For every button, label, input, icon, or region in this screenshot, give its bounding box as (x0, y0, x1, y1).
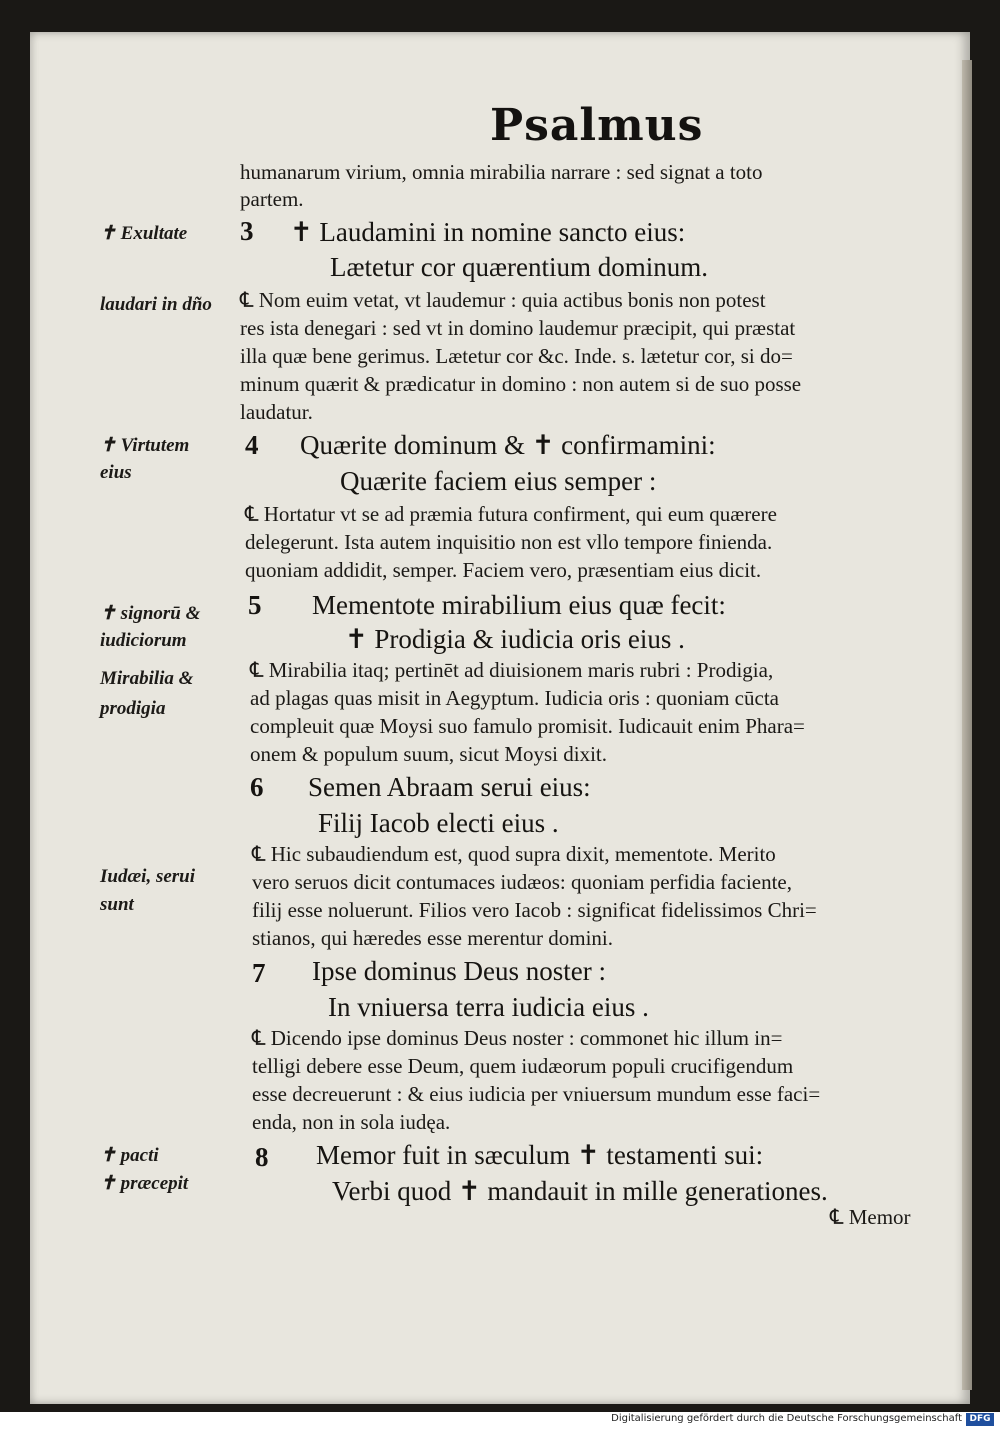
margin-note: laudari in dño (100, 294, 212, 315)
commentary-line: vero seruos dicit contumaces iudæos: quoniam perfidia faciente, (252, 870, 793, 894)
verse-line: Semen Abraam serui eius: (308, 772, 591, 802)
verse-number: 6 (250, 772, 264, 802)
margin-note: eius (100, 462, 132, 483)
margin-note: ✝ Virtutem (100, 435, 190, 456)
margin-note: iudiciorum (100, 630, 187, 651)
margin-note: Mirabilia & (100, 668, 194, 689)
body-line: humanarum virium, omnia mirabilia narrare : sed signat a toto (240, 160, 763, 184)
verse-line: Ipse dominus Deus noster : (312, 956, 606, 986)
page-edge-shadow (962, 60, 972, 1390)
margin-note: prodigia (100, 698, 166, 719)
commentary-line: esse decreuerunt : & eius iudicia per vniuersum mundum esse faci= (252, 1082, 821, 1106)
commentary-line: filij esse noluerunt. Filios vero Iacob : significat fidelissimos Chri= (252, 898, 817, 922)
commentary-line: ℄ Nom euim vetat, vt laudemur : quia actibus bonis non potest (240, 288, 766, 312)
margin-note: Iudæi, serui (100, 866, 196, 887)
commentary-line: telligi debere esse Deum, quem iudæorum populi crucifigendum (252, 1054, 794, 1078)
verse-line: Quærite faciem eius semper : (340, 466, 657, 496)
verse-line: Quærite dominum & ✝ confirmamini: (300, 430, 716, 460)
verse-number: 7 (252, 958, 266, 988)
commentary-line: onem & populum suum, sicut Moysi dixit. (250, 742, 608, 766)
margin-note: ✝ signorū & (100, 603, 201, 624)
verse-line: ✝ Laudamini in nomine sancto eius: (290, 217, 686, 247)
verse-line: Memor fuit in sæculum ✝ testamenti sui: (316, 1140, 764, 1170)
verse-line: Verbi quod ✝ mandauit in mille generationes. (332, 1176, 828, 1206)
commentary-line: ℄ Hic subaudiendum est, quod supra dixit, mementote. Merito (252, 842, 776, 866)
commentary-line: compleuit quæ Moysi suo famulo promisit. Iudicauit enim Phara= (250, 714, 805, 738)
verse-number: 4 (245, 430, 259, 460)
commentary-line: res ista denegari : sed vt in domino laudemur præcipit, qui præstat (240, 316, 796, 340)
verse-line: In vniuersa terra iudicia eius . (328, 992, 649, 1022)
verse-line: Filij Iacob electi eius . (318, 808, 559, 838)
verse-line: Lætetur cor quærentium dominum. (330, 252, 708, 282)
footer-credit: Digitalisierung gefördert durch die Deutsche Forschungsgemeinschaft (611, 1413, 962, 1424)
margin-note: ✝ pacti (100, 1145, 159, 1166)
commentary-line: stianos, qui hæredes esse merentur domini. (252, 926, 614, 950)
verse-number: 8 (255, 1142, 269, 1172)
commentary-line: ℄ Dicendo ipse dominus Deus noster : commonet hic illum in= (252, 1026, 783, 1050)
commentary-line: minum quærit & prædicatur in domino : non autem si de suo posse (240, 372, 802, 396)
commentary-line: ℄ Hortatur vt se ad præmia futura confirment, qui eum quærere (245, 502, 777, 526)
verse-number: 3 (240, 216, 254, 246)
verse-line: Mementote mirabilium eius quæ fecit: (312, 590, 726, 620)
commentary-line: laudatur. (240, 400, 313, 424)
commentary-line: ad plagas quas misit in Aegyptum. Iudicia oris : quoniam cūcta (250, 686, 779, 710)
catchword: ℄ Memor (830, 1205, 911, 1229)
margin-note: sunt (100, 894, 134, 915)
verse-line: ✝ Prodigia & iudicia oris eius . (345, 624, 685, 654)
commentary-line: delegerunt. Ista autem inquisitio non est vllo tempore finienda. (245, 530, 773, 554)
verse-number: 5 (248, 590, 262, 620)
running-head: Psalmus (490, 100, 704, 151)
margin-note: ✝ Exultate (100, 223, 188, 244)
body-line: partem. (240, 187, 304, 211)
commentary-line: enda, non in sola iudęa. (252, 1110, 451, 1134)
commentary-line: illa quæ bene gerimus. Lætetur cor &c. Inde. s. lætetur cor, si do= (240, 344, 793, 368)
dfg-logo: DFG (966, 1413, 994, 1426)
margin-note: ✝ præcepit (100, 1173, 189, 1194)
commentary-line: quoniam addidit, semper. Faciem vero, præsentiam eius dicit. (245, 558, 762, 582)
commentary-line: ℄ Mirabilia itaq; pertinēt ad diuisionem maris rubri : Prodigia, (250, 658, 774, 682)
